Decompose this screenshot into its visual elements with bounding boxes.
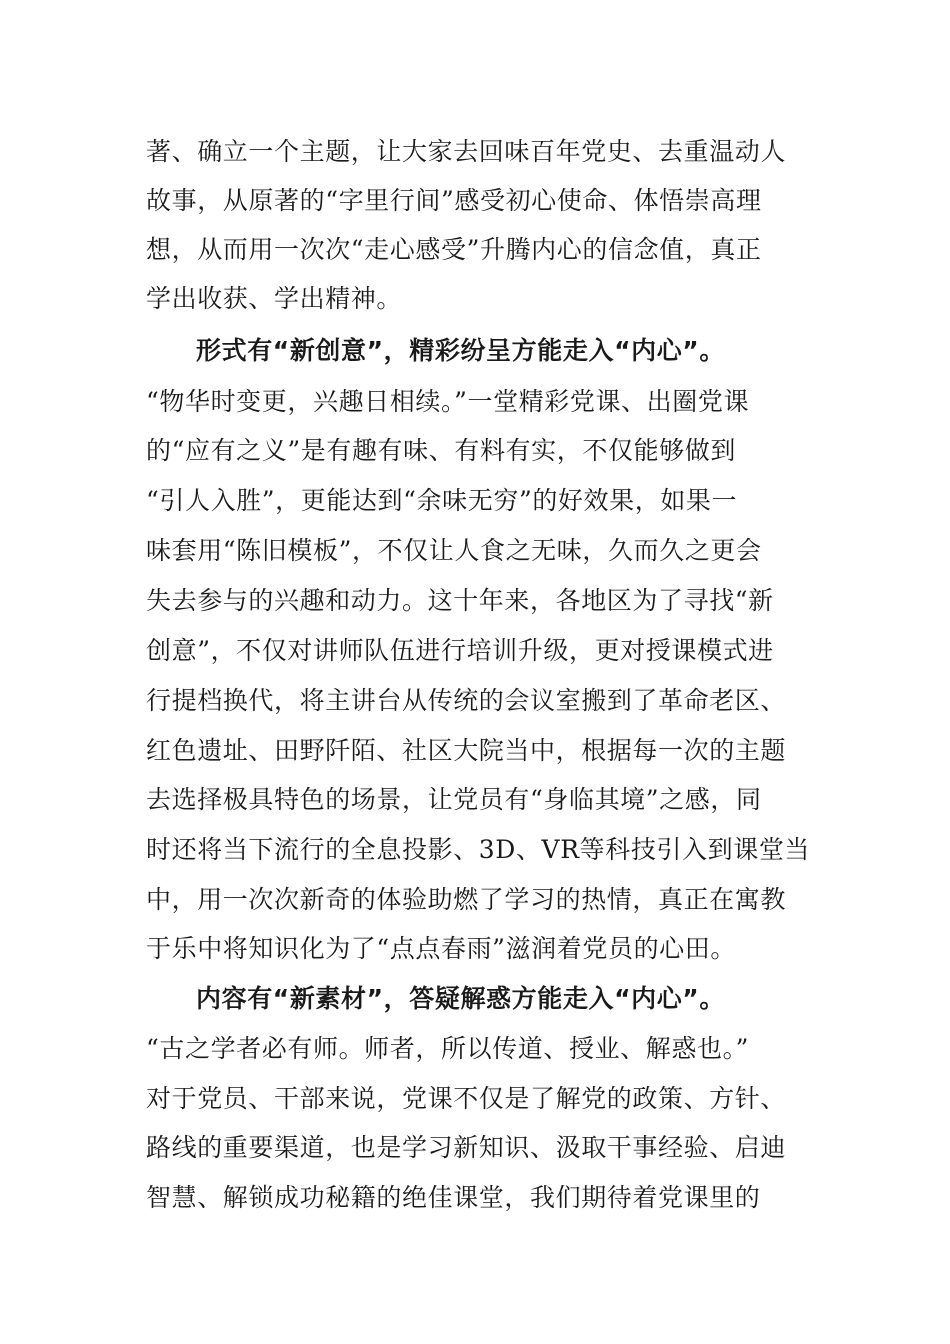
text-line: “物华时变更，兴趣日相续。”一堂精彩党课、出圈党课 — [146, 387, 750, 416]
section-heading: 内容有“新素材”，答疑解惑方能走入“内心”。 — [196, 984, 725, 1013]
text-line: “古之学者必有师。师者，所以传道、授业、解惑也。” — [146, 1034, 750, 1063]
text-line: 的“应有之义”是有趣有味、有料有实，不仅能够做到 — [146, 436, 736, 465]
text-line: 智慧、解锁成功秘籍的绝佳课堂，我们期待着党课里的 — [146, 1183, 761, 1212]
text-line: 味套用“陈旧模板”，不仅让人食之无味，久而久之更会 — [146, 536, 762, 565]
text-line: 行提档换代，将主讲台从传统的会议室搬到了革命老区、 — [146, 686, 787, 715]
section-heading: 形式有“新创意”，精彩纷呈方能走入“内心”。 — [196, 336, 725, 365]
text-line: 想，从而用一次次“走心感受”升腾内心的信念值，真正 — [146, 235, 762, 264]
text-line: 创意”，不仅对讲师队伍进行培训升级，更对授课模式进 — [146, 636, 774, 665]
text-line: 红色遗址、田野阡陌、社区大院当中，根据每一次的主题 — [146, 736, 787, 765]
text-line: 故事，从原著的“字里行间”感受初心使命、体悟崇高理 — [146, 186, 762, 215]
text-line: 中，用一次次新奇的体验助燃了学习的热情，真正在寓教 — [146, 885, 787, 914]
text-line: “引人入胜”，更能达到“余味无穷”的好效果，如果一 — [146, 486, 738, 515]
text-line: 路线的重要渠道，也是学习新知识、汲取干事经验、启迪 — [146, 1133, 787, 1162]
text-line: 时还将当下流行的全息投影、3D、VR等科技引入到课堂当 — [146, 835, 811, 864]
text-line: 去选择极具特色的场景，让党员有“身临其境”之感，同 — [146, 785, 762, 814]
text-line: 著、确立一个主题，让大家去回味百年党史、去重温动人 — [146, 137, 787, 166]
text-line: 失去参与的兴趣和动力。这十年来，各地区为了寻找“新 — [146, 586, 774, 615]
text-line: 对于党员、干部来说，党课不仅是了解党的政策、方针、 — [146, 1084, 787, 1113]
text-line: 于乐中将知识化为了“点点春雨”滋润着党员的心田。 — [146, 934, 736, 963]
text-line: 学出收获、学出精神。 — [146, 284, 403, 313]
